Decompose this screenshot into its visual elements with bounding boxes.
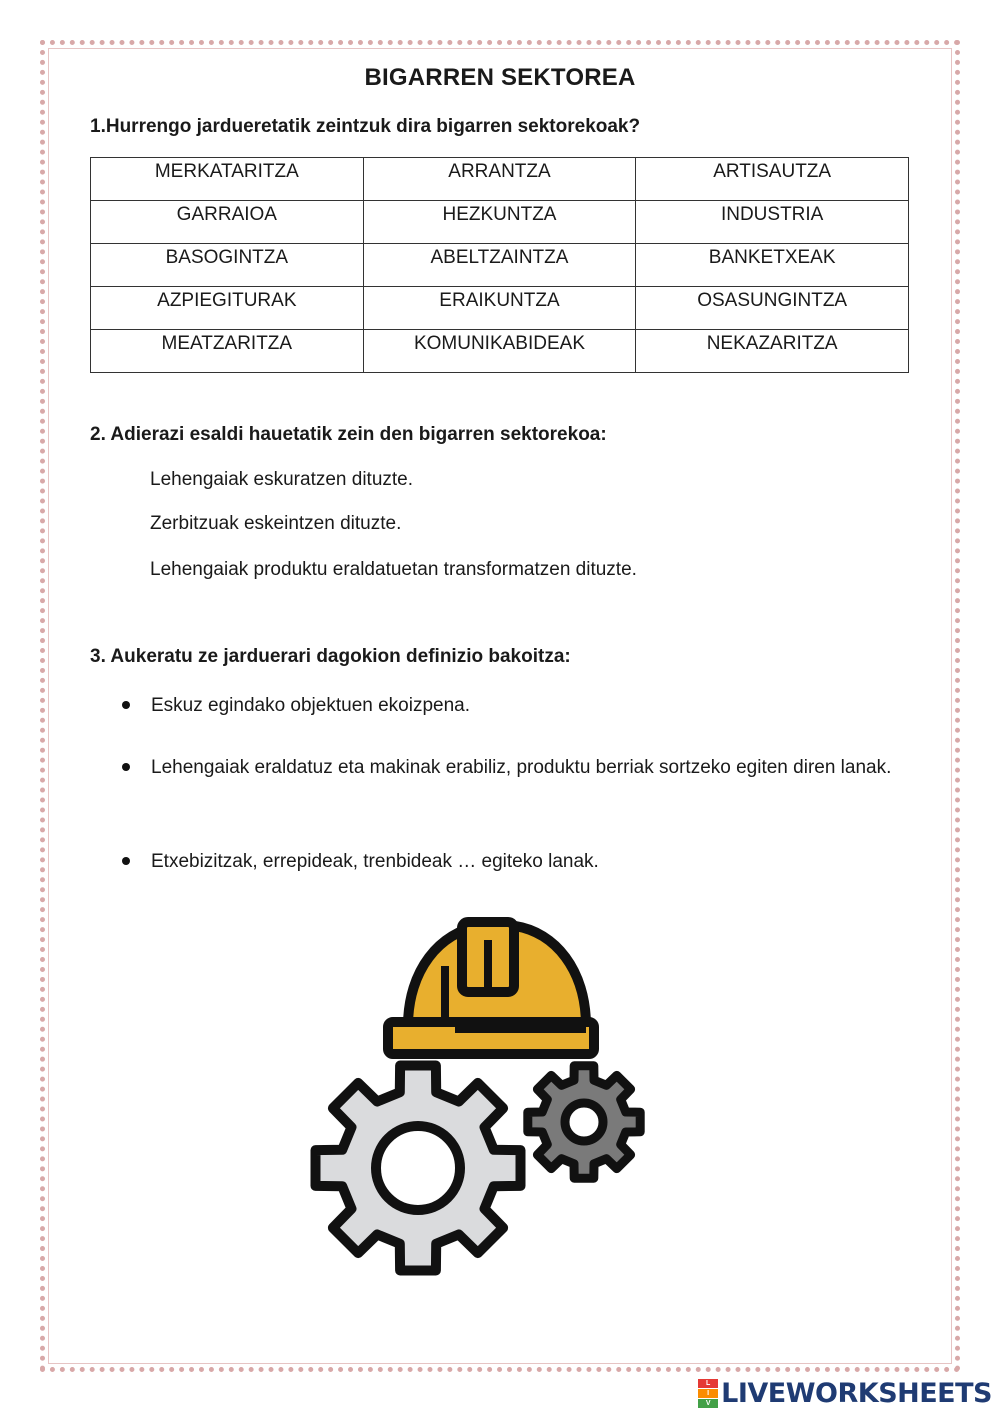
hard-hat-icon xyxy=(388,922,594,1054)
activity-cell[interactable]: BANKETXEAK xyxy=(636,244,909,287)
list-item xyxy=(120,752,941,783)
table-row xyxy=(91,201,909,244)
question-3: 3. Aukeratu ze jarduerari dagokion definizio bakoitza: xyxy=(90,646,571,667)
large-gear-icon xyxy=(316,1066,521,1271)
bullet-icon xyxy=(122,763,130,771)
footer-brand xyxy=(698,1376,992,1410)
activity-cell[interactable]: BASOGINTZA xyxy=(91,244,364,287)
gear-hole xyxy=(565,1103,603,1141)
activity-cell[interactable]: ABELTZAINTZA xyxy=(363,244,636,287)
bullet-icon xyxy=(122,857,130,865)
activity-cell[interactable]: GARRAIOA xyxy=(91,201,364,244)
statement-option[interactable]: Zerbitzuak eskeintzen dituzte. xyxy=(150,513,402,534)
statement-option[interactable]: Lehengaiak produktu eraldatuetan transformatzen dituzte. xyxy=(150,559,637,580)
activity-cell[interactable]: MERKATARITZA xyxy=(91,158,364,201)
activity-cell[interactable]: INDUSTRIA xyxy=(636,201,909,244)
activity-cell[interactable]: KOMUNIKABIDEAK xyxy=(363,330,636,373)
question-2: 2. Adierazi esaldi hauetatik zein den bigarren sektorekoa: xyxy=(90,424,607,445)
industry-illustration xyxy=(300,910,660,1290)
activity-cell[interactable]: NEKAZARITZA xyxy=(636,330,909,373)
activity-cell[interactable]: ARRANTZA xyxy=(363,158,636,201)
table-row xyxy=(91,244,909,287)
table-row xyxy=(91,330,909,373)
footer-text: LIVEWORKSHEETS xyxy=(721,1377,992,1409)
activity-cell[interactable]: OSASUNGINTZA xyxy=(636,287,909,330)
gear-hole xyxy=(376,1126,460,1210)
logo-letter: V xyxy=(698,1399,718,1408)
activity-cell[interactable]: HEZKUNTZA xyxy=(363,201,636,244)
activities-table xyxy=(90,157,909,373)
bullet-icon xyxy=(122,701,130,709)
question-1: 1.Hurrengo jardueretatik zeintzuk dira bigarren sektorekoak? xyxy=(90,116,641,137)
table-row xyxy=(91,287,909,330)
small-gear-icon xyxy=(528,1066,640,1178)
list-item xyxy=(120,846,941,877)
definition-text: Eskuz egindako objektuen ekoizpena. xyxy=(151,695,471,716)
page-title: BIGARREN SEKTOREA xyxy=(364,64,636,91)
list-item xyxy=(120,690,941,721)
definition-text: Etxebizitzak, errepideak, trenbideak … egiteko lanak. xyxy=(151,851,599,872)
statement-option[interactable]: Lehengaiak eskuratzen dituzte. xyxy=(150,469,414,490)
liveworksheets-logo xyxy=(698,1379,718,1408)
activity-cell[interactable]: ERAIKUNTZA xyxy=(363,287,636,330)
activity-cell[interactable]: ARTISAUTZA xyxy=(636,158,909,201)
activity-cell[interactable]: MEATZARITZA xyxy=(91,330,364,373)
logo-letter: L xyxy=(698,1379,718,1388)
activity-cell[interactable]: AZPIEGITURAK xyxy=(91,287,364,330)
logo-letter: I xyxy=(698,1389,718,1398)
table-row xyxy=(91,158,909,201)
definition-text: Lehengaiak eraldatuz eta makinak erabiliz, produktu berriak sortzeko egiten diren lanak. xyxy=(151,757,892,778)
